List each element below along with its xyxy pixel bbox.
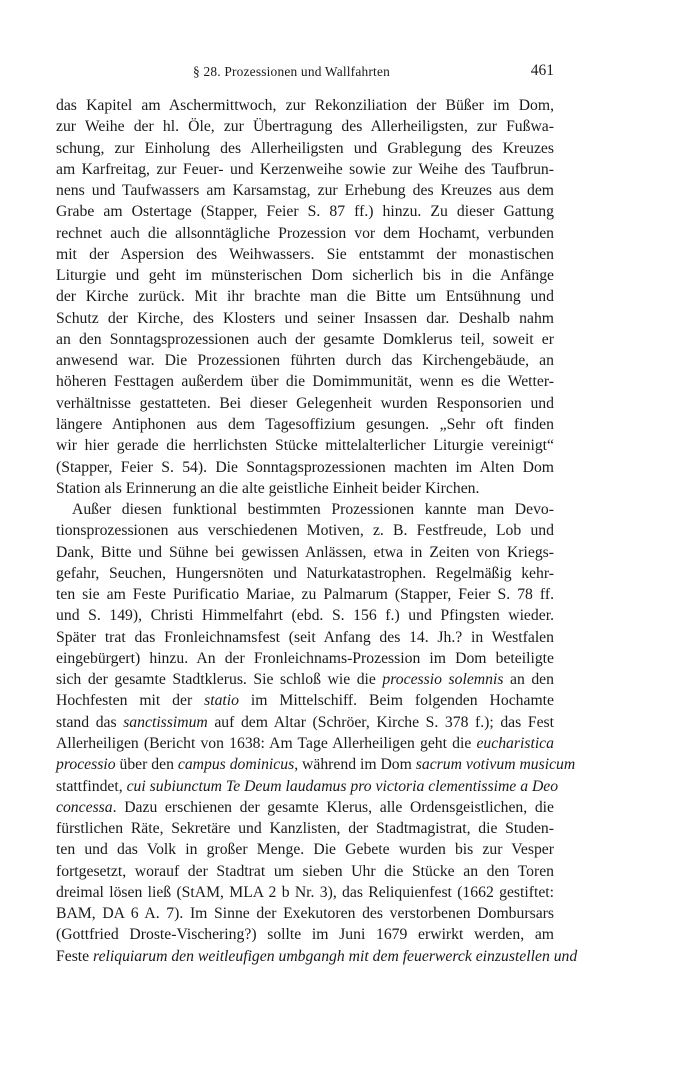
italic-text: statio xyxy=(204,692,239,710)
text-line xyxy=(56,159,554,180)
text-run: Dank, Bitte und Sühne bei gewissen Anlässen, etwa in Zeiten von Kriegs- xyxy=(56,543,554,561)
text-line xyxy=(56,223,554,244)
text-line xyxy=(56,542,554,563)
text-line xyxy=(56,95,554,116)
text-run: über den xyxy=(115,756,178,774)
text-run: , während im Dom xyxy=(294,756,416,774)
text-run: (Gottfried Droste-Vischering?) sollte im Juni 1679 erwirkt werden, am xyxy=(56,926,554,944)
text-run: eingebürgert) hinzu. An der Fronleichnams-Prozession im Dom beteiligte xyxy=(56,649,554,667)
text-run: Liturgie und geht im münsterischen Dom sicherlich bis in die Anfänge xyxy=(56,267,554,285)
text-line xyxy=(56,457,554,478)
text-line xyxy=(56,265,554,286)
text-line xyxy=(56,776,559,797)
text-run: mit der Aspersion des Weihwassers. Sie entstammt der monastischen xyxy=(56,245,554,263)
text-run: sich der gesamte Stadtklerus. Sie schloß wie die xyxy=(56,671,383,689)
text-run: und S. 149), Christi Himmelfahrt (ebd. S. 156 f.) und Pfingsten wieder. xyxy=(56,607,554,625)
italic-text: campus dominicus xyxy=(177,756,295,774)
text-line xyxy=(56,648,554,669)
text-run: Hochfesten mit der xyxy=(56,692,205,710)
italic-text: sacrum votivum musicum xyxy=(415,756,576,774)
text-run: auf dem Altar (Schröer, Kirche S. 378 f.); das Fest xyxy=(207,713,554,731)
running-head: § 28. Prozessionen und Wallfahrten xyxy=(193,64,390,79)
italic-text: eucharistica xyxy=(476,734,554,752)
text-line xyxy=(56,818,554,839)
text-run: wir hier gerade die herrlichsten Stücke mittelalterlicher Liturgie vereinigt“ xyxy=(56,437,554,455)
text-run: nens und Taufwassers am Karsamstag, zur Erhebung des Kreuzes aus dem xyxy=(56,182,554,200)
text-line xyxy=(56,520,554,541)
text-run: gefahr, Seuchen, Hungersnöten und Naturkatastrophen. Regelmäßig kehr- xyxy=(56,564,554,582)
italic-text: processio solemnis xyxy=(382,671,504,689)
text-run: der Kirche zurück. Mit ihr brachte man die Bitte um Entsühnung und xyxy=(56,288,554,306)
text-line xyxy=(56,861,554,882)
text-run: Feste xyxy=(56,947,94,965)
italic-text: processio xyxy=(56,756,116,774)
text-line xyxy=(56,733,554,754)
text-line xyxy=(56,116,554,137)
text-run: ten sie am Feste Purificatio Mariae, zu Palmarum (Stapper, Feier S. 78 ff. xyxy=(56,586,554,604)
text-line xyxy=(56,201,554,222)
text-line xyxy=(56,180,554,201)
text-line xyxy=(56,690,554,711)
text-line xyxy=(56,605,554,626)
text-run: schung, zur Einholung des Allerheiligsten und Grablegung des Kreuzes xyxy=(56,139,554,157)
body-text xyxy=(56,95,578,967)
text-line xyxy=(56,329,554,350)
italic-text: concessa xyxy=(56,798,113,816)
text-line xyxy=(56,478,554,499)
text-line xyxy=(56,903,554,924)
text-run: stand das xyxy=(56,713,124,731)
text-line xyxy=(56,435,554,456)
text-line xyxy=(56,882,554,903)
text-line xyxy=(56,286,554,307)
page-number: 461 xyxy=(530,62,554,79)
text-line xyxy=(56,499,554,520)
text-run: längere Antiphonen aus dem Tagesoffizium gesungen. „Sehr oft finden xyxy=(56,415,554,433)
text-run: Grabe am Ostertage (Stapper, Feier S. 87 ff.) hinzu. Zu dieser Gattung xyxy=(56,203,554,221)
text-run: zur Weihe der hl. Öle, zur Übertragung des Allerheiligsten, zur Fußwa- xyxy=(56,118,554,136)
text-run: höheren Festtagen außerdem über die Domimmunität, wenn es die Wetter- xyxy=(56,373,554,391)
text-run: rechnet auch die allsonntägliche Prozession vor dem Hochamt, verbunden xyxy=(56,224,554,242)
text-run: BAM, DA 6 A. 7). Im Sinne der Exekutoren des verstorbenen Dombursars xyxy=(56,905,554,923)
text-run: an den Sonntagsprozessionen auch der gesamte Domklerus teil, soweit er xyxy=(56,330,554,348)
text-line xyxy=(56,308,554,329)
text-run: Außer diesen funktional bestimmten Prozessionen kannte man Devo- xyxy=(72,501,554,519)
text-line xyxy=(56,138,554,159)
text-run: tionsprozessionen aus verschiedenen Motiven, z. B. Festfreude, Lob und xyxy=(56,522,554,540)
text-line xyxy=(56,627,554,648)
text-line xyxy=(56,712,554,733)
text-line xyxy=(56,393,554,414)
text-run: fürstlichen Räte, Sekretäre und Kanzlisten, der Stadtmagistrat, die Studen- xyxy=(56,820,554,838)
text-run: stattfindet, xyxy=(56,777,127,795)
text-line xyxy=(56,584,554,605)
text-run: dreimal lösen ließ (StAM, MLA 2 b Nr. 3), das Reliquienfest (1662 gestiftet: xyxy=(56,883,554,901)
text-line xyxy=(56,414,554,435)
text-run: am Karfreitag, zur Feuer- und Kerzenweihe sowie zur Weihe des Taufbrun- xyxy=(56,160,554,178)
text-run: Schutz der Kirche, des Klosters und seiner Insassen dar. Deshalb nahm xyxy=(56,309,554,327)
text-line xyxy=(56,754,576,775)
italic-text: sanctissimum xyxy=(123,713,208,731)
text-run: im Mittelschiff. Beim folgenden Hochamte xyxy=(239,692,554,710)
text-run: (Stapper, Feier S. 54). Die Sonntagsprozessionen machten im Alten Dom xyxy=(56,458,554,476)
text-line xyxy=(56,563,554,584)
text-line xyxy=(56,371,554,392)
text-line xyxy=(56,924,554,945)
text-run: Station als Erinnerung an die alte geistliche Einheit beider Kirchen. xyxy=(56,479,480,497)
text-run: . Dazu erschienen der gesamte Klerus, alle Ordensgeistlichen, die xyxy=(112,798,554,816)
text-run: fortgesetzt, worauf der Stadtrat um sieben Uhr die Stücke an den Toren xyxy=(56,862,554,880)
italic-text: reliquiarum den weitleufigen umbgangh mit dem feuerwerck einzustellen und xyxy=(93,947,578,965)
page-header xyxy=(0,62,700,84)
text-run: das Kapitel am Aschermittwoch, zur Rekonziliation der Büßer im Dom, xyxy=(56,97,554,114)
text-run: verhältnisse gestatteten. Bei dieser Gelegenheit wurden Responsorien und xyxy=(56,394,554,412)
text-line xyxy=(56,244,554,265)
text-line xyxy=(56,839,554,860)
italic-text: cui subiunctum Te Deum laudamus pro victoria clementissime a Deo xyxy=(126,777,559,795)
text-run: anwesend war. Die Prozessionen führten durch das Kirchengebäude, an xyxy=(56,352,554,370)
text-line xyxy=(56,350,554,371)
text-run: Später trat das Fronleichnamsfest (seit Anfang des 14. Jh.? in Westfalen xyxy=(56,628,554,646)
text-line xyxy=(56,669,554,690)
text-run: Allerheiligen (Bericht von 1638: Am Tage Allerheiligen geht die xyxy=(56,734,477,752)
text-line xyxy=(56,946,578,967)
text-run: ten und das Volk in großer Menge. Die Gebete wurden bis zur Vesper xyxy=(56,841,554,859)
text-line xyxy=(56,797,554,818)
text-run: an den xyxy=(503,671,554,689)
